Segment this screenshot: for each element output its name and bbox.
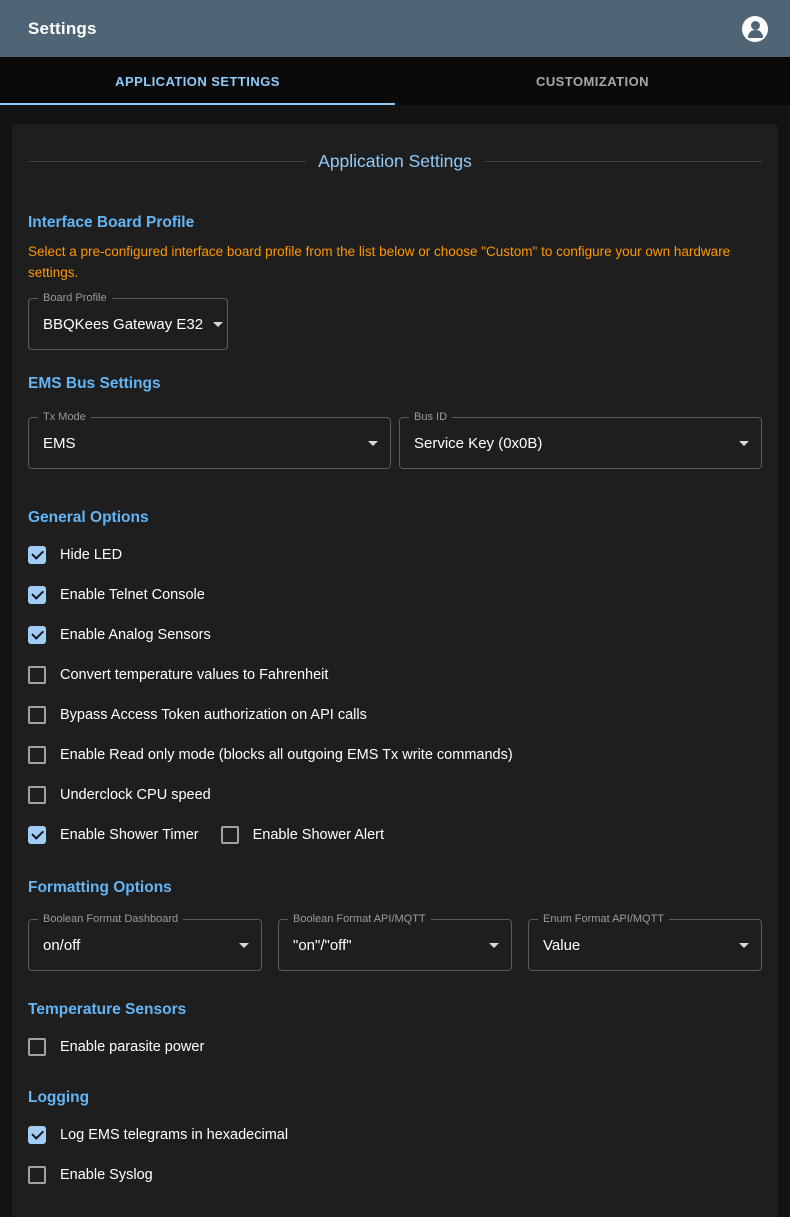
tx-mode-select-label: Tx Mode (38, 410, 91, 424)
section-ems-bus-settings: EMS Bus Settings (28, 375, 161, 392)
board-profile-select[interactable] (28, 292, 228, 350)
tab-customization[interactable]: CUSTOMIZATION (536, 73, 649, 89)
divider-line (484, 161, 762, 162)
telnet-checkbox[interactable] (28, 586, 46, 604)
tab-application-settings[interactable]: APPLICATION SETTINGS (115, 73, 280, 89)
board-profile-description: Select a pre-configured interface board profile from the list below or choose "Custom" to configure your own hardware settings. (28, 244, 731, 280)
checkbox-row-telnet[interactable] (28, 583, 762, 607)
chevron-down-icon (368, 441, 378, 446)
fahrenheit-checkbox[interactable] (28, 666, 46, 684)
boolean-format-dashboard-value: on/off (43, 936, 81, 954)
app-header (0, 0, 790, 57)
tx-mode-select[interactable] (28, 411, 391, 469)
hex-telegrams-label: Log EMS telegrams in hexadecimal (60, 1127, 289, 1143)
section-interface-board-profile: Interface Board Profile (28, 214, 195, 231)
bypass-token-label: Bypass Access Token authorization on API calls (60, 707, 367, 723)
checkbox-row-read-only[interactable] (28, 743, 762, 767)
analog-sensors-label: Enable Analog Sensors (60, 627, 211, 643)
shower-alert-group[interactable] (221, 826, 384, 844)
chevron-down-icon (739, 441, 749, 446)
active-tab-indicator (0, 103, 395, 105)
bypass-token-checkbox[interactable] (28, 706, 46, 724)
shower-timer-group[interactable] (28, 826, 199, 844)
checkbox-row-analog-sensors[interactable] (28, 623, 762, 647)
checkbox-row-hex-telegrams[interactable] (28, 1123, 762, 1147)
section-general-options: General Options (28, 509, 149, 526)
divider-line (28, 161, 306, 162)
application-settings-card (12, 124, 778, 1217)
section-temperature-sensors: Temperature Sensors (28, 1001, 187, 1018)
checkbox-row-fahrenheit[interactable] (28, 663, 762, 687)
parasite-power-checkbox[interactable] (28, 1038, 46, 1056)
shower-timer-label: Enable Shower Timer (60, 827, 199, 843)
board-profile-select-label: Board Profile (38, 291, 112, 305)
boolean-format-api-select[interactable] (278, 913, 512, 971)
tx-mode-select-value: EMS (43, 434, 76, 452)
section-formatting-options: Formatting Options (28, 879, 172, 896)
board-profile-select-value: BBQKees Gateway E32 (43, 315, 204, 333)
enum-format-api-label: Enum Format API/MQTT (538, 912, 669, 926)
parasite-power-label: Enable parasite power (60, 1039, 205, 1055)
checkbox-row-hide-led[interactable] (28, 543, 762, 567)
chevron-down-icon (739, 943, 749, 948)
tab-bar (0, 57, 790, 105)
boolean-format-dashboard-select[interactable] (28, 913, 262, 971)
checkbox-row-shower (28, 823, 762, 847)
bus-id-select-label: Bus ID (409, 410, 452, 424)
checkbox-row-underclock[interactable] (28, 783, 762, 807)
bus-id-select-value: Service Key (0x0B) (414, 434, 543, 452)
checkbox-row-bypass-token[interactable] (28, 703, 762, 727)
hide-led-label: Hide LED (60, 547, 123, 563)
enum-format-api-select[interactable] (528, 913, 762, 971)
enum-format-api-value: Value (543, 936, 581, 954)
boolean-format-api-label: Boolean Format API/MQTT (288, 912, 431, 926)
checkbox-row-parasite-power[interactable] (28, 1035, 762, 1059)
syslog-checkbox[interactable] (28, 1166, 46, 1184)
shower-alert-checkbox[interactable] (221, 826, 239, 844)
app-title: Settings (28, 18, 97, 38)
read-only-label: Enable Read only mode (blocks all outgoing EMS Tx write commands) (60, 747, 513, 763)
telnet-label: Enable Telnet Console (60, 587, 205, 603)
read-only-checkbox[interactable] (28, 746, 46, 764)
analog-sensors-checkbox[interactable] (28, 626, 46, 644)
card-title-text: Application Settings (318, 151, 472, 171)
chevron-down-icon (213, 322, 223, 327)
boolean-format-api-value: "on"/"off" (293, 936, 352, 954)
section-logging: Logging (28, 1089, 90, 1106)
account-circle-icon[interactable] (742, 16, 768, 42)
bus-id-select[interactable] (399, 411, 762, 469)
hex-telegrams-checkbox[interactable] (28, 1126, 46, 1144)
syslog-label: Enable Syslog (60, 1167, 153, 1183)
shower-timer-checkbox[interactable] (28, 826, 46, 844)
card-title (28, 151, 762, 172)
boolean-format-dashboard-label: Boolean Format Dashboard (38, 912, 183, 926)
fahrenheit-label: Convert temperature values to Fahrenheit (60, 667, 329, 683)
shower-alert-label: Enable Shower Alert (252, 827, 385, 843)
checkbox-row-syslog[interactable] (28, 1163, 762, 1187)
chevron-down-icon (239, 943, 249, 948)
hide-led-checkbox[interactable] (28, 546, 46, 564)
chevron-down-icon (489, 943, 499, 948)
underclock-checkbox[interactable] (28, 786, 46, 804)
underclock-label: Underclock CPU speed (60, 787, 211, 803)
